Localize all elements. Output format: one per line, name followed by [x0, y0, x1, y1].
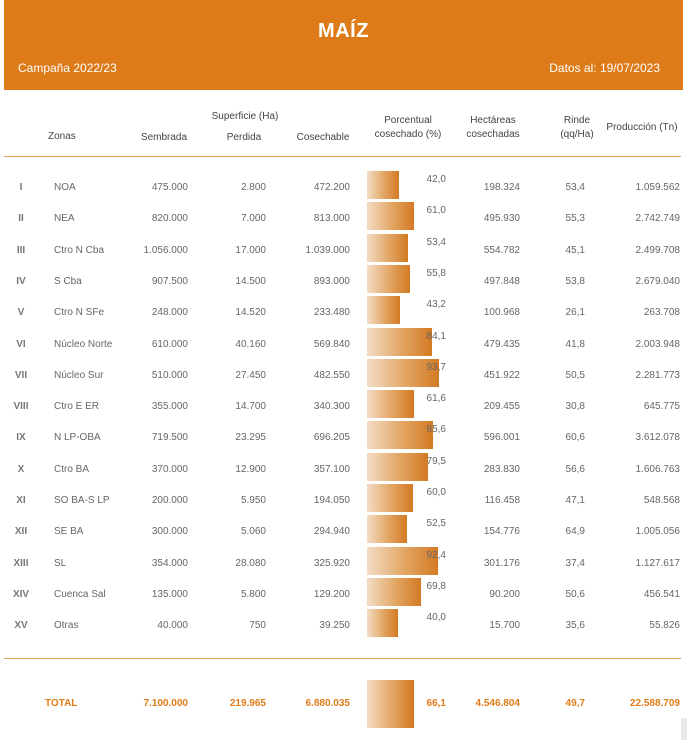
row-sembrada: 40.000	[157, 620, 188, 632]
row-zone: Ctro N SFe	[54, 307, 105, 319]
row-rinde: 41,8	[565, 338, 585, 350]
row-perdida: 12.900	[235, 463, 266, 475]
pct-bar	[367, 609, 398, 637]
row-pct-value: 55,8	[426, 267, 446, 279]
col-header-porcentual: Porcentual cosechado (%)	[374, 115, 442, 140]
row-perdida: 5.800	[240, 588, 266, 600]
row-cosechable: 482.550	[313, 369, 350, 381]
col-header-superficie: Superficie (Ha)	[211, 111, 279, 122]
row-hectareas: 209.455	[483, 401, 520, 413]
row-zone: Ctro BA	[54, 463, 90, 475]
row-produccion: 548.568	[643, 495, 680, 506]
row-rinde: 47,1	[565, 495, 585, 506]
row-pct-value: 52,5	[426, 518, 446, 530]
col-header-sembrada: Sembrada	[140, 132, 188, 143]
row-cosechable: 813.000	[313, 213, 350, 225]
row-cosechable: 194.050	[313, 495, 350, 506]
row-perdida: 17.000	[235, 244, 266, 256]
row-cosechable: 233.480	[313, 307, 350, 319]
page-title: MAÍZ	[318, 20, 369, 42]
row-rinde: 30,8	[565, 401, 585, 413]
row-sembrada: 610.000	[151, 338, 188, 350]
total-divider	[4, 658, 681, 659]
row-pct-value: 60,0	[426, 487, 446, 498]
row-cosechable: 129.200	[313, 588, 350, 600]
row-number: II	[18, 213, 24, 225]
row-number: XV	[14, 620, 28, 632]
row-rinde: 26,1	[565, 307, 585, 319]
col-header-rinde: Rinde (qq/Ha)	[560, 115, 594, 140]
row-perdida: 5.950	[240, 495, 266, 506]
row-sembrada: 300.000	[151, 526, 188, 538]
row-perdida: 14.700	[235, 401, 266, 413]
row-produccion: 1.005.056	[635, 526, 680, 538]
row-rinde: 50,5	[565, 369, 585, 381]
row-cosechable: 340.300	[313, 401, 350, 413]
pct-bar	[367, 171, 399, 199]
row-perdida: 23.295	[235, 432, 266, 444]
col-header-perdida: Perdida	[226, 132, 262, 143]
row-hectareas: 283.830	[483, 463, 520, 475]
row-number: IV	[16, 275, 26, 287]
row-number: IX	[16, 432, 26, 444]
row-rinde: 35,6	[565, 620, 585, 632]
total-sembrada: 7.100.000	[143, 698, 188, 709]
row-zone: NOA	[54, 182, 76, 193]
row-produccion: 2.742.749	[635, 213, 680, 225]
row-pct-value: 92,4	[426, 549, 446, 561]
row-cosechable: 893.000	[313, 275, 350, 287]
row-number: XII	[14, 526, 28, 538]
total-produccion: 22.588.709	[629, 698, 680, 709]
row-number: III	[16, 244, 26, 256]
row-pct-value: 93,7	[426, 361, 446, 373]
data-date-label: Datos al: 19/07/2023	[549, 61, 660, 75]
row-hectareas: 154.776	[483, 526, 520, 538]
row-zone: Núcleo Sur	[54, 369, 104, 381]
row-sembrada: 135.000	[151, 588, 188, 600]
row-pct-value: 40,0	[426, 612, 446, 624]
row-rinde: 53,8	[565, 275, 585, 287]
row-sembrada: 907.500	[151, 275, 188, 287]
row-perdida: 2.800	[240, 182, 266, 193]
row-produccion: 2.679.040	[635, 275, 680, 287]
row-produccion: 2.281.773	[635, 369, 680, 381]
row-sembrada: 1.056.000	[143, 244, 188, 256]
row-zone: Núcleo Norte	[54, 338, 113, 350]
row-perdida: 5.060	[240, 526, 266, 538]
row-zone: SE BA	[54, 526, 84, 538]
row-produccion: 55.826	[649, 620, 680, 632]
row-cosechable: 569.840	[313, 338, 350, 350]
row-pct-value: 43,2	[426, 299, 446, 311]
row-perdida: 14.520	[235, 307, 266, 319]
row-cosechable: 472.200	[313, 182, 350, 193]
row-sembrada: 200.000	[151, 495, 188, 506]
total-cosechable: 6.880.035	[305, 698, 350, 709]
row-cosechable: 39.250	[319, 620, 350, 632]
total-hectareas: 4.546.804	[475, 698, 520, 709]
row-sembrada: 355.000	[151, 401, 188, 413]
row-perdida: 7.000	[240, 213, 266, 225]
row-zone: SO BA-S LP	[54, 495, 110, 506]
row-rinde: 37,4	[565, 557, 585, 569]
row-pct-value: 53,4	[426, 236, 446, 248]
row-hectareas: 90.200	[489, 588, 520, 600]
row-hectareas: 497.848	[483, 275, 520, 287]
total-rinde: 49,7	[565, 698, 585, 709]
row-hectareas: 301.176	[483, 557, 520, 569]
row-rinde: 53,4	[565, 182, 585, 193]
row-sembrada: 510.000	[151, 369, 188, 381]
row-produccion: 1.606.763	[635, 463, 680, 475]
row-number: X	[17, 463, 25, 475]
row-number: V	[17, 307, 25, 319]
row-produccion: 456.541	[643, 588, 680, 600]
row-sembrada: 248.000	[151, 307, 188, 319]
row-perdida: 750	[249, 620, 266, 632]
row-perdida: 40.160	[235, 338, 266, 350]
row-zone: Ctro E ER	[54, 401, 100, 413]
row-rinde: 64,9	[565, 526, 585, 538]
header-banner	[4, 0, 683, 90]
row-produccion: 3.612.078	[635, 432, 680, 444]
row-perdida: 28.080	[235, 557, 266, 569]
row-hectareas: 100.968	[483, 307, 520, 319]
row-zone: NEA	[54, 213, 75, 225]
pct-bar	[367, 296, 400, 324]
row-number: I	[19, 182, 23, 193]
row-cosechable: 357.100	[313, 463, 350, 475]
row-sembrada: 354.000	[151, 557, 188, 569]
header-divider	[4, 156, 681, 157]
row-cosechable: 294.940	[313, 526, 350, 538]
row-produccion: 1.059.562	[635, 182, 680, 193]
row-hectareas: 596.001	[483, 432, 520, 444]
row-zone: S Cba	[54, 275, 82, 287]
row-produccion: 1.127.617	[635, 557, 680, 569]
row-pct-value: 42,0	[426, 174, 446, 185]
row-cosechable: 1.039.000	[305, 244, 350, 256]
row-hectareas: 15.700	[489, 620, 520, 632]
row-rinde: 60,6	[565, 432, 585, 444]
col-header-zonas: Zonas	[48, 131, 76, 142]
corner-decoration	[681, 718, 687, 740]
col-header-hectareas: Hectáreas cosechadas	[466, 115, 520, 140]
row-produccion: 2.499.708	[635, 244, 680, 256]
row-hectareas: 479.435	[483, 338, 520, 350]
total-perdida: 219.965	[229, 698, 266, 709]
row-produccion: 645.775	[643, 401, 680, 413]
row-perdida: 14.500	[235, 275, 266, 287]
row-number: VII	[14, 369, 28, 381]
row-produccion: 2.003.948	[635, 338, 680, 350]
row-hectareas: 198.324	[483, 182, 520, 193]
row-rinde: 56,6	[565, 463, 585, 475]
row-hectareas: 116.458	[484, 495, 520, 506]
row-number: XIV	[12, 588, 30, 600]
row-sembrada: 370.000	[151, 463, 188, 475]
row-produccion: 263.708	[643, 307, 680, 319]
col-header-produccion: Producción (Tn)	[606, 122, 678, 133]
total-pct-value: 66,1	[426, 698, 446, 709]
row-perdida: 27.450	[235, 369, 266, 381]
row-rinde: 45,1	[565, 244, 585, 256]
row-cosechable: 696.205	[313, 432, 350, 444]
row-pct-value: 84,1	[426, 330, 446, 342]
row-zone: Ctro N Cba	[54, 244, 105, 256]
row-pct-value: 61,0	[426, 205, 446, 217]
row-hectareas: 495.930	[483, 213, 520, 225]
row-rinde: 55,3	[565, 213, 585, 225]
row-sembrada: 820.000	[151, 213, 188, 225]
row-zone: Otras	[54, 620, 79, 632]
total-label: TOTAL	[45, 698, 78, 709]
col-header-cosechable: Cosechable	[296, 132, 350, 143]
row-number: VI	[16, 338, 26, 350]
row-sembrada: 719.500	[151, 432, 188, 444]
row-zone: N LP-OBA	[54, 432, 101, 444]
row-zone: SL	[54, 557, 67, 569]
row-cosechable: 325.920	[313, 557, 350, 569]
row-pct-value: 79,5	[426, 455, 446, 467]
row-hectareas: 554.782	[483, 244, 520, 256]
row-number: XI	[16, 495, 26, 506]
row-pct-value: 85,6	[426, 424, 446, 436]
row-rinde: 50,6	[565, 588, 585, 600]
row-pct-value: 69,8	[426, 580, 446, 592]
row-zone: Cuenca Sal	[54, 588, 106, 600]
campaign-label: Campaña 2022/23	[18, 61, 117, 75]
row-number: VIII	[13, 401, 29, 413]
row-pct-value: 61,6	[426, 393, 446, 405]
row-sembrada: 475.000	[151, 182, 188, 193]
row-hectareas: 451.922	[483, 369, 520, 381]
row-number: XIII	[13, 557, 29, 569]
